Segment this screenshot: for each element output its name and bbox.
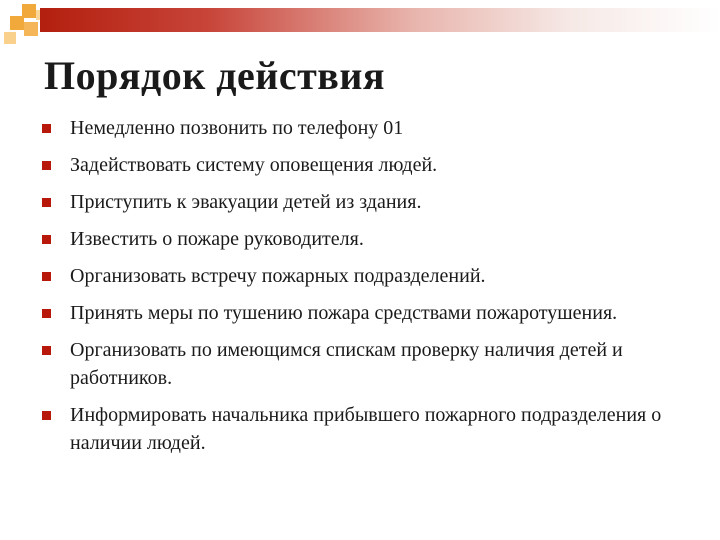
list-item-text: Задействовать систему оповещения людей. <box>70 154 438 176</box>
square-bullet-icon <box>42 161 51 170</box>
bullet-list <box>40 114 690 466</box>
square-bullet-icon <box>42 198 51 207</box>
list-item-text: Организовать встречу пожарных подразделений. <box>70 265 486 287</box>
square-bullet-icon <box>42 309 51 318</box>
list-item <box>40 114 690 142</box>
header-gradient-bar <box>40 8 720 32</box>
list-item <box>40 151 690 179</box>
square-bullet-icon <box>42 124 51 133</box>
square-bullet-icon <box>42 346 51 355</box>
list-item <box>40 225 690 253</box>
square-bullet-icon <box>42 235 51 244</box>
list-item-text: Принять меры по тушению пожара средствами пожаротушения. <box>70 302 618 324</box>
list-item-text: Информировать начальника прибывшего пожарного подразделения о наличии людей. <box>70 404 662 454</box>
list-item <box>40 299 690 327</box>
list-item <box>40 401 690 457</box>
list-item <box>40 262 690 290</box>
list-item-text: Немедленно позвонить по телефону 01 <box>70 117 404 139</box>
square-bullet-icon <box>42 272 51 281</box>
list-item <box>40 336 690 392</box>
list-item <box>40 188 690 216</box>
list-item-text: Известить о пожаре руководителя. <box>70 228 364 250</box>
list-item-text: Организовать по имеющимся спискам проверку наличия детей и работников. <box>70 339 623 389</box>
list-item-text: Приступить к эвакуации детей из здания. <box>70 191 422 213</box>
square-bullet-icon <box>42 411 51 420</box>
slide-title: Порядок действия <box>44 53 386 98</box>
